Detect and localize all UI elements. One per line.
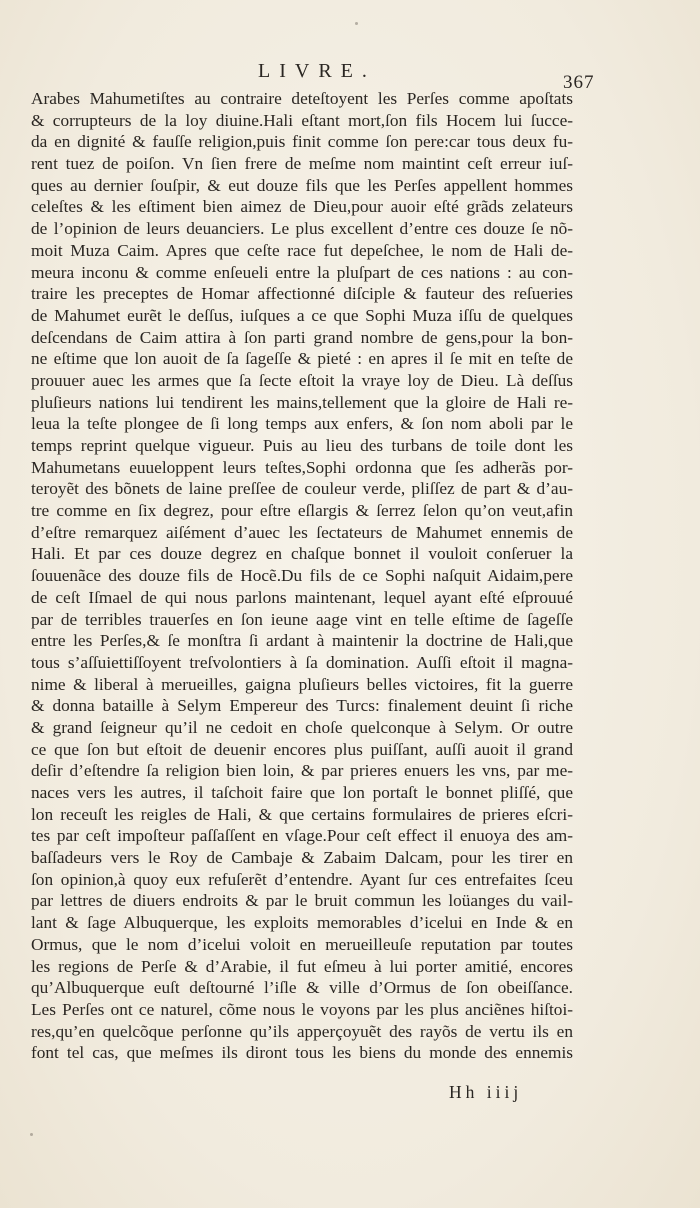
text-line: lon receuſt les reigles de Hali, & que certains formulaires de prieres eſcri- <box>31 804 573 824</box>
text-line: traire les preceptes de Homar affectionné diſciple & fauteur des reſueries <box>31 284 573 304</box>
text-line: & corrupteurs de la loy diuine.Hali eſtant mort,ſon fils Hocem lui ſucce- <box>31 110 573 130</box>
text-line: tre comme en ſix degrez, pour eſtre eſlargis & ſerrez ſelon qu’on veut,afin <box>31 501 573 521</box>
body-text <box>31 88 573 1064</box>
text-line: ques au dernier ſouſpir, & eut douze fils que les Perſes appellent hommes <box>31 175 573 195</box>
text-line: ſouuenãce des douze fils de Hocẽ.Du fils de ce Sophi naſquit Aidaim,pere <box>31 566 573 586</box>
text-line: d’eſtre remarquez aiſément d’auec les ſectateurs de Mahumet ennemis de <box>31 522 573 542</box>
text-line: ſon opinion,à quoy eux refuſerẽt d’entendre. Ayant ſur ces entrefaites ſceu <box>31 869 573 889</box>
text-line: teroyẽt des bõnets de laine preſſee de couleur verde, pliſſez de part & d’au- <box>31 479 573 499</box>
text-line: temps reprint quelque vigueur. Puis au lieu des turbans de toile dont les <box>31 436 573 455</box>
text-line: entre les Perſes,& ſe monſtra ſi ardant à maintenir la doctrine de Hali,que <box>31 631 573 651</box>
text-line: nime & liberal à merueilles, gaigna pluſieurs belles victoires, fit la guerre <box>31 674 573 694</box>
text-line: tes par ceſt impoſteur paſſaſſent en vſage.Pour ceſt effect il enuoya des am- <box>31 826 573 846</box>
running-head: LIVRE. <box>258 60 376 82</box>
page-header <box>0 58 700 93</box>
text-line: font tel cas, que meſmes ils diront tous les biens du monde des ennemis <box>31 1043 573 1063</box>
paper-speck <box>30 1133 33 1136</box>
text-line: & donna bataille à Selym Empereur des Turcs: finalement deuint ſi riche <box>31 696 573 716</box>
text-line: qu’Albuquerque euſt deſtourné l’iſle & ville d’Ormus de ſon obeiſſance. <box>31 978 573 998</box>
text-line: & grand ſeigneur qu’il ne cedoit en choſe quelconque à Selym. Or outre <box>31 717 573 737</box>
text-line: pluſieurs nations lui tendirent les mains,tellement que la gloire de Hali re- <box>31 392 573 412</box>
text-line: de Mahumet eurẽt le deſſus, iuſques a ce que Sophi Muza iſſu de quelques <box>31 305 573 325</box>
text-line: de ceſt Iſmael de qui nous parlons maintenant, lequel ayant eſté eſprouué <box>31 587 573 607</box>
text-line: baſſadeurs vers le Roy de Cambaje & Zabaim Dalcam, pour les tirer en <box>31 848 573 868</box>
text-line: tous s’aſſuiettiſſoyent treſvolontiers à ſa domination. Auſſi eſtoit il magna- <box>31 652 573 672</box>
text-line: ce que ſon but eſtoit de deuenir encores plus puiſſant, auſſi auoit il grand <box>31 739 573 759</box>
text-line: celeſtes & les eſtiment bien aimez de Dieu,pour auoir eſté grãds zelateurs <box>31 197 573 217</box>
text-line: rent tuez de poiſon. Vn ſien frere de meſme nom maintint ceſt erreur iuſ- <box>31 154 573 174</box>
text-line: prouuer auec les armes que ſa ſecte eſtoit la vraye loy de Dieu. Là deſſus <box>31 370 573 390</box>
text-line: deſir d’eſtendre ſa religion bien loin, & par prieres enuers les vns, par me- <box>31 761 573 781</box>
text-line: ne eſtime que lon auoit de ſa ſageſſe & pieté : en apres il ſe mit en teſte de <box>31 349 573 369</box>
text-line: Ormus, que le nom d’icelui voloit en merueilleuſe reputation par toutes <box>31 934 573 954</box>
text-line: de l’opinion de leurs deuanciers. Le plus excellent d’entre ces douze ſe nõ- <box>31 219 573 239</box>
text-line: naces vers les autres, il taſchoit faire que lon portaſt le bonnet pliſſé, que <box>31 783 573 802</box>
text-line: Les Perſes ont ce naturel, cõme nous le voyons par les plus anciẽnes hiſtoi- <box>31 999 573 1019</box>
text-line: deſcendans de Caim attira à ſon parti grand nombre de gens,pour la bon- <box>31 327 573 347</box>
text-line: Arabes Mahumetiſtes au contraire deteſtoyent les Perſes comme apoſtats <box>31 89 573 108</box>
text-line: Hali. Et par ces douze degrez en chaſque bonnet il vouloit conſeruer la <box>31 544 573 564</box>
text-line: les regions de Perſe & d’Arabie, il fut eſmeu à lui porter amitié, encores <box>31 956 573 976</box>
text-line: Mahumetans euueloppent leurs teſtes,Sophi ordonna que ſes adherãs por- <box>31 457 573 477</box>
text-line: par lettres de diuers endroits & par le bruit commun les loüanges du vail- <box>31 891 573 911</box>
text-line: moit Muza Caim. Apres que ceſte race fut depeſchee, le nom de Hali de- <box>31 240 573 260</box>
text-line: leua la teſte plongee de ſi long temps aux enfers, & ſon nom aboli par le <box>31 414 573 434</box>
text-line: res,qu’en quelcõque perſonne qu’ils apperçoyuẽt des rayõs de vertu ils en <box>31 1021 573 1041</box>
page-number: 367 <box>563 72 595 93</box>
text-line: par de terribles trauerſes en ſon ieune aage vint en telle eſtime de ſageſſe <box>31 609 573 629</box>
text-line: da en dignité & fauſſe religion,puis finit comme ſon pere:car tous deux fu- <box>31 132 573 152</box>
signature-mark: Hh iiij <box>449 1082 523 1102</box>
text-line: meura inconu & comme enſeueli entre la pluſpart de ces nations : au con- <box>31 262 573 282</box>
text-line: lant & ſage Albuquerque, les exploits memorables d’icelui en Inde & en <box>31 913 573 933</box>
paper-speck <box>355 22 358 25</box>
